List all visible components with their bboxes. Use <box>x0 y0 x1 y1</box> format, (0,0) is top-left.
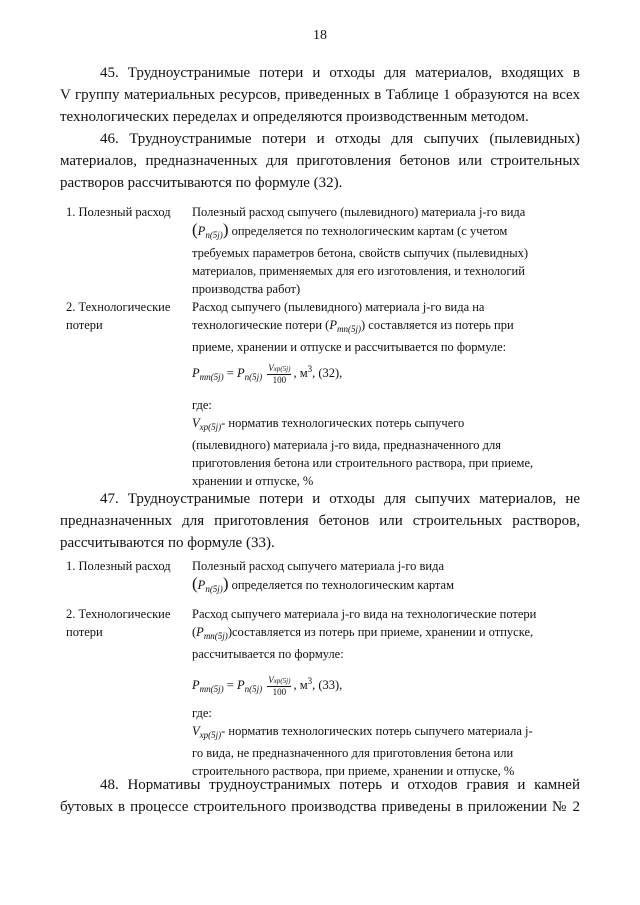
formula-subscript: xp(5j) <box>273 677 291 686</box>
formula-subscript: xp(5j) <box>199 730 222 740</box>
label-line: 2. Технологические <box>66 607 171 621</box>
formula-number: , (32), <box>312 366 343 380</box>
formula-symbol: P <box>236 678 245 692</box>
text-fragment: - норматив технологических потерь сыпучего <box>221 416 465 430</box>
paragraph-line: 46. Трудноустранимые потери и отходы для сыпучих (пылевидных) <box>100 131 580 147</box>
text-line: го вида, не предназначенного для приготовления бетона или <box>192 746 514 760</box>
fraction <box>267 363 291 385</box>
label-line: потери <box>66 625 103 639</box>
formula-symbol: P <box>197 224 206 238</box>
table2-row2-label <box>66 605 170 641</box>
table2-row1-label: 1. Полезный расход <box>66 559 171 573</box>
formula-symbol: P <box>192 366 200 380</box>
formula-subscript: п(5j) <box>205 230 223 240</box>
unit-text: , м <box>293 366 308 380</box>
table2-row2-text <box>192 605 562 663</box>
paragraph-line: растворов рассчитываются по формуле (32). <box>60 175 343 191</box>
formula-32 <box>192 360 562 386</box>
formula-subscript: тп(5j) <box>199 372 224 382</box>
where-label: где: <box>192 398 212 412</box>
formula-symbol: P <box>236 366 245 380</box>
paragraph-line: технологических переделах и определяются производственным методом. <box>60 109 529 125</box>
text-line <box>192 623 562 645</box>
paragraph-line: рассчитываются по формуле (33). <box>60 535 275 551</box>
table1-where <box>192 396 562 490</box>
text-line <box>192 575 562 598</box>
text-line: производства работ) <box>192 282 301 296</box>
text-line <box>192 722 562 744</box>
paragraph-line: бутовых в процессе строительного производства приведены в приложении № 2 <box>60 799 580 815</box>
formula-subscript: xp(5j) <box>273 365 291 374</box>
where-label: где: <box>192 706 212 720</box>
table1-row1-label: 1. Полезный расход <box>66 205 171 219</box>
unit-exponent: 3 <box>307 364 313 374</box>
unit-text: , м <box>293 678 308 692</box>
table1-row1-text <box>192 203 562 298</box>
fraction-numerator <box>267 675 291 687</box>
paragraph-45 <box>60 62 580 128</box>
text-line: рассчитывается по формуле: <box>192 647 344 661</box>
text-line: хранении и отпуске, % <box>192 474 314 488</box>
paragraph-line: 45. Трудноустранимые потери и отходы для материалов, входящих в <box>100 65 580 81</box>
paragraph-line: 48. Нормативы трудноустранимых потерь и отходов гравия и камней <box>100 777 580 793</box>
open-paren: ( <box>192 625 197 639</box>
formula-symbol: V <box>192 724 200 738</box>
paragraph-47 <box>60 488 580 554</box>
formula-symbol: P <box>192 678 200 692</box>
text-line: требуемых параметров бетона, свойств сыпучих (пылевидных) <box>192 246 529 260</box>
formula-subscript: п(5j) <box>205 584 223 594</box>
close-paren: ) <box>222 574 229 593</box>
fraction-denominator: 100 <box>272 687 287 698</box>
text-line: Расход сыпучего (пылевидного) материала j-го вида на <box>192 300 485 314</box>
equals-sign: = <box>226 366 234 380</box>
table1-row2-label <box>66 298 170 334</box>
formula-symbol: V <box>268 363 274 374</box>
formula-symbol: V <box>192 416 200 430</box>
text-fragment: определяется по технологическим картам <box>231 578 454 592</box>
close-paren: ) <box>222 220 229 239</box>
formula-number: , (33), <box>312 678 343 692</box>
page-number: 18 <box>313 28 327 43</box>
paragraph-line: V группу материальных ресурсов, приведенных в Таблице 1 образуются на всех <box>60 87 580 103</box>
text-line: строительного раствора, при приеме, хранении и отпуске, % <box>192 764 515 778</box>
text-line: Полезный расход сыпучего материала j-го вида <box>192 559 445 573</box>
formula-subscript: тп(5j) <box>199 684 224 694</box>
text-fragment: технологические потери <box>192 318 323 332</box>
text-fragment: - норматив технологических потерь сыпучего материала j- <box>221 724 533 738</box>
text-line: материалов, применяемых для его изготовления, и технологий <box>192 264 525 278</box>
formula-symbol: P <box>197 578 206 592</box>
formula-subscript: п(5j) <box>244 684 263 694</box>
formula-symbol: P <box>329 318 337 332</box>
open-paren: ( <box>325 318 330 332</box>
formula-symbol: V <box>268 675 274 686</box>
text-line: приготовления бетона или строительного раствора, при приеме, <box>192 456 534 470</box>
table2-row1-text <box>192 557 562 598</box>
fraction-numerator <box>267 363 291 375</box>
unit-exponent: 3 <box>307 676 313 686</box>
fraction <box>267 675 291 697</box>
label-line: потери <box>66 318 103 332</box>
formula-33 <box>192 672 562 698</box>
text-line: Полезный расход сыпучего (пылевидного) материала j-го вида <box>192 205 526 219</box>
fraction-denominator: 100 <box>272 375 287 386</box>
formula-subscript: п(5j) <box>244 372 263 382</box>
text-fragment: составляется из потерь при <box>368 318 514 332</box>
text-line: Расход сыпучего материала j-го вида на технологические потери <box>192 607 537 621</box>
text-line <box>192 316 562 338</box>
open-paren: ( <box>192 220 198 239</box>
label-line: 2. Технологические <box>66 300 171 314</box>
open-paren: ( <box>192 574 198 593</box>
text-line <box>192 221 562 244</box>
paragraph-line: предназначенных для приготовления бетонов или строительных растворов, <box>60 513 580 529</box>
text-line <box>192 414 562 436</box>
formula-subscript: тп(5j) <box>336 324 361 334</box>
paragraph-line: 47. Трудноустранимые потери и отходы для сыпучих материалов, не <box>100 491 580 507</box>
text-line: определяется по технологическим картам (с учетом <box>231 224 508 238</box>
table1-row2-text <box>192 298 562 356</box>
paragraph-46 <box>60 128 580 194</box>
text-line: (пылевидного) материала j-го вида, предназначенного для <box>192 438 502 452</box>
close-paren: ) <box>360 318 366 332</box>
text-fragment: составляется из потерь при приеме, хранении и отпуске, <box>231 625 534 639</box>
table2-where <box>192 704 562 780</box>
formula-subscript: тп(5j) <box>203 631 228 641</box>
paragraph-line: материалов, предназначенных для приготовления бетонов или строительных <box>60 153 580 169</box>
close-paren: ) <box>227 625 232 639</box>
formula-subscript: xp(5j) <box>199 422 222 432</box>
paragraph-48 <box>60 774 580 818</box>
text-line: приеме, хранении и отпуске и рассчитывается по формуле: <box>192 340 507 354</box>
formula-symbol: P <box>196 625 204 639</box>
equals-sign: = <box>226 678 234 692</box>
